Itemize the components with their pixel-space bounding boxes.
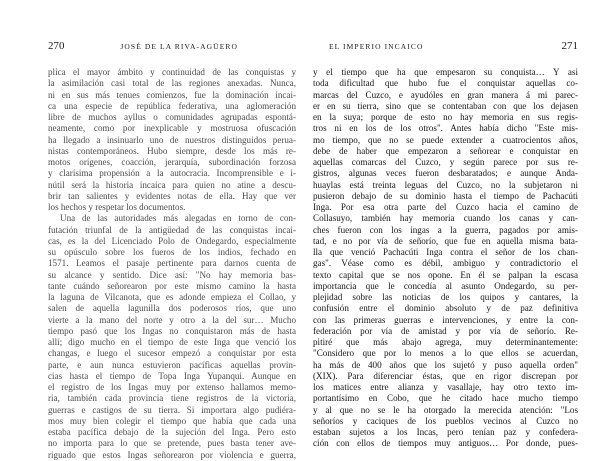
text-line: lla que venció Pachacúti Inga contra el señor de los chan- [313,247,578,257]
text-line: ria, también cada provincia tiene registros de la victoria, [48,393,296,404]
text-line: y al que no se le ha otorgado la merecida atención: "Los [313,404,578,415]
text-line: plejidad sobre las noticias de los quipos y cantares, la [313,292,578,302]
text-line: ción con ellos de tiempos muy antiguos… Por donde, pues- [313,438,578,449]
text-line: señoríos y caciques de los pueblos vecinos al Cuzco no [313,415,578,426]
left-page-number: 270 [48,40,65,52]
text-line: riguado que estos Ingas señorearon por violencia e guerra, [48,449,296,460]
text-line: ca una especie de república federativa, una aglomeración [48,100,296,111]
text-line: er en su tierra, sino que se contentaban con que los dejasen [313,100,578,111]
text-line: estaban sujetos a los Incas, pero tenían paz y confedera- [313,427,578,437]
text-line: tante cuándo señorearon por este mismo camino la hasta [48,280,296,291]
text-line: ni en sus más tenues comienzos, fue la dominación incai- [48,89,296,100]
text-line: su opúsculo sobre los fueros de los indios, fechado en [48,247,296,257]
text-line: parte, e aun nunca estuvieron pacíficas aquellas provin- [48,359,296,370]
text-line: la laguna de Vilcanota, que es adonde empieza el Collao, y [48,292,296,302]
text-line: cias hasta el tiempo de Topa Inga Yupanqui. Aunque en [48,370,296,381]
text-line: confusión entre el dominio absoluto y de paz definitiva [313,303,578,314]
text-line: ches fueron con los ingas a la guerra, pagados por amis- [313,224,578,235]
text-line: neamente, como por inexplicable y mostruosa ofuscación [48,123,296,134]
text-line: tros ni en los de los otros". Antes había dicho "Este mis- [313,123,578,134]
text-line: pitiré que más abajo agrega, muy determinantemente: [313,337,578,347]
text-line: estaba pacífica debajo de la sujeción del Inga. Pero esto [48,427,296,437]
text-line: nútil será la historia incaica para quien no atine a descu- [48,179,296,190]
text-line: importancia que le concedía al asunto Ondegardo, su per- [313,280,578,291]
text-line: motos orígenes, coacción, jerarquía, subordinación forzosa [48,157,296,167]
text-line: nistas contemporáneos. Hubo siempre, desde los más re- [48,145,296,156]
text-line: debe de haber que empezaron a señorear e conquistar en [313,145,578,156]
text-line: salen de aquella lagunilla dos poderosos ríos, que uno [48,303,296,314]
right-page [300,0,600,458]
text-line: gas". Véase como es débil, ambiguo y contradictorio el [313,258,578,269]
text-line: y clarísima propensión a la autocracia. Incomprensible e i- [48,168,296,179]
text-line: guerras e castigos de su tierra. Si importara algo pudiéra- [48,404,296,415]
text-line: no importa para lo que se pretende, pues basta tener ave- [48,438,296,449]
text-line: mo tiempo, que no se puede extender a cuatrocientos años, [313,134,578,145]
left-running-head: JOSÉ DE LA RIVA-AGÜERO [120,42,238,51]
text-line: ha más de 400 años que los sujetó y puso aquella orden" [313,359,578,370]
text-line: plica el mayor ámbito y continuidad de las conquistas y [48,67,296,77]
text-line: changas, e luego el sucesor empezó a conquistar por esta [48,348,296,359]
text-line: su alcance y sentido. Dice así: "No hay memoria bas- [48,269,296,280]
text-line: texto capital que se nos opone. En él se palpan la escasa [313,269,578,280]
text-line: gistros, algunas veces fueron desbaratados; e aunque Anda- [313,168,578,179]
text-line: Una de las autoridades más alegadas en torno de con- [60,213,296,224]
left-page-body [48,67,296,461]
text-line: cas, es la del Licenciado Polo de Ondegardo, especialmente [48,235,296,246]
text-line: pusieron debajo de su dominio hasta el tiempo de Pachacúti [313,190,578,201]
text-line: brir tan salientes y evidentes notas de ella. Hay que ver [48,190,296,201]
text-line: portantísimo en Cobo, que he citado hace mucho tiempo [313,393,578,404]
text-line: mos muy bien colegir el tiempo que había que cada una [48,415,296,426]
text-line: allí; digo mucho en el tiempo de este Inga que venció los [48,337,296,347]
right-running-head: EL IMPERIO INCAICO [329,42,424,51]
text-line: (XIX). Para diferenciar éstas, que en rigor discrepan por [313,370,578,381]
text-line: en la suya; porque de esto no hay memoria en sus regis- [313,112,578,122]
text-line: futación triunfal de la antigüedad de las conquistas incai- [48,224,296,235]
text-line: Inga. Por esa otra parte del Cuzco hacia el camino de [313,202,578,212]
left-page-header [48,40,296,55]
text-line: tad, e no por vía de señorío, que fue en aquella misma bata- [313,235,578,246]
text-line: "Considero que por lo menos a lo que ellos se acuerdan, [313,348,578,359]
right-page-number: 271 [561,40,578,52]
text-line: aquellas comarcas del Cuzco, y según parece por sus re- [313,157,578,167]
text-line: vierte a la mano del norte y otro a la del sur… Mucho [48,314,296,325]
text-line: los matices entre alianza y vasallaje, hay otro texto im- [313,382,578,392]
text-line: tiempo pasó que los Ingas no conquistaron más de hasta [48,325,296,336]
right-page-header [313,40,578,55]
text-line: los hechos y respetar los documentos. [48,202,186,212]
left-page [0,0,300,458]
text-line: toda dificultad que hubo fue el conquistar aquellas co- [313,78,578,89]
text-line: ha llegado a insinuarlo uno de nuestros distinguidos perua- [48,134,296,145]
text-line: marcas del Cuzco, e ayudóles en gran manera á mi parec- [313,89,578,100]
text-line: la asimilación casi total de las regiones anexadas. Nunca, [48,78,296,89]
text-line: el registro de los Ingas muy por extenso hallamos memo- [48,382,296,392]
text-line: huaylas está treinta leguas del Cuzco, no la subjetaron ni [313,179,578,190]
text-line: Collasuyo, también hay memoria cuando los canas y can- [313,213,578,224]
text-line: 1571. Leamos el pasaje pertinente para darnos cuenta de [48,258,296,269]
text-line: federación por vía de amistad y por vía de señorío. Re- [313,325,578,336]
text-line: y el tiempo que ha que empesaron su conquista… Y asi [313,67,578,77]
text-line: libre de muchos ayllus o comunidades agrupadas espontá- [48,112,296,122]
text-line: con las primeras guerras e intervenciones, y entre la con- [313,314,578,325]
right-page-body [313,67,578,450]
